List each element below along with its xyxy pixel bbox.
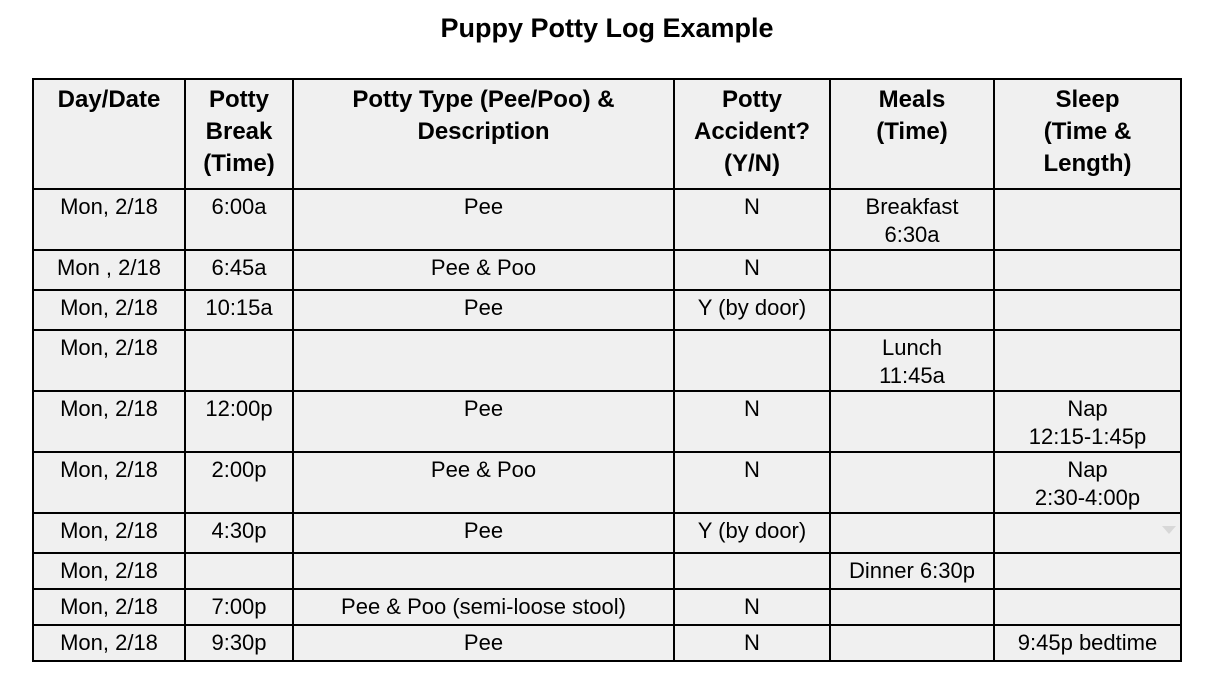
cell-meals[interactable]: Dinner 6:30p	[830, 553, 994, 589]
cell-potty-type[interactable]: Pee & Poo	[293, 452, 674, 513]
cell-sleep[interactable]	[994, 250, 1181, 290]
table-row	[33, 553, 1181, 589]
cell-day-date[interactable]: Mon, 2/18	[33, 589, 185, 625]
page-title: Puppy Potty Log Example	[440, 13, 774, 43]
cell-day-date[interactable]: Mon, 2/18	[33, 290, 185, 330]
cell-day-date[interactable]: Mon , 2/18	[33, 250, 185, 290]
header-meals: Meals (Time)	[830, 79, 994, 189]
cell-potty-accident[interactable]: N	[674, 452, 830, 513]
cell-meals[interactable]: Breakfast 6:30a	[830, 189, 994, 250]
cell-potty-break[interactable]: 7:00p	[185, 589, 293, 625]
cell-meals[interactable]	[830, 452, 994, 513]
cell-sleep[interactable]	[994, 189, 1181, 250]
cell-potty-type[interactable]: Pee	[293, 391, 674, 452]
cell-sleep[interactable]	[994, 553, 1181, 589]
cell-potty-accident[interactable]: Y (by door)	[674, 513, 830, 553]
cell-meals[interactable]	[830, 391, 994, 452]
cell-potty-type[interactable]	[293, 330, 674, 391]
cell-potty-accident[interactable]: N	[674, 391, 830, 452]
cell-day-date[interactable]: Mon, 2/18	[33, 189, 185, 250]
cell-day-date[interactable]: Mon, 2/18	[33, 391, 185, 452]
cell-potty-type[interactable]: Pee	[293, 513, 674, 553]
cell-potty-break[interactable]: 6:45a	[185, 250, 293, 290]
header-potty-break: Potty Break (Time)	[185, 79, 293, 189]
cell-potty-break[interactable]: 10:15a	[185, 290, 293, 330]
table-row	[33, 452, 1181, 513]
potty-log-table	[32, 78, 1182, 662]
cell-day-date[interactable]: Mon, 2/18	[33, 513, 185, 553]
cell-potty-accident[interactable]	[674, 330, 830, 391]
cell-potty-break[interactable]: 4:30p	[185, 513, 293, 553]
cell-potty-type[interactable]: Pee	[293, 290, 674, 330]
cell-potty-type[interactable]	[293, 553, 674, 589]
cell-potty-break[interactable]: 9:30p	[185, 625, 293, 661]
table-row	[33, 391, 1181, 452]
table-row	[33, 250, 1181, 290]
table-row	[33, 625, 1181, 661]
header-potty-accident: Potty Accident? (Y/N)	[674, 79, 830, 189]
cell-potty-accident[interactable]: N	[674, 250, 830, 290]
table-row	[33, 189, 1181, 250]
cell-potty-break[interactable]: 2:00p	[185, 452, 293, 513]
header-potty-type: Potty Type (Pee/Poo) & Description	[293, 79, 674, 189]
cell-day-date[interactable]: Mon, 2/18	[33, 330, 185, 391]
cell-potty-break[interactable]	[185, 330, 293, 391]
table-row	[33, 589, 1181, 625]
cell-potty-accident[interactable]: N	[674, 625, 830, 661]
cell-potty-accident[interactable]: N	[674, 189, 830, 250]
cell-potty-break[interactable]	[185, 553, 293, 589]
cell-day-date[interactable]: Mon, 2/18	[33, 553, 185, 589]
cell-potty-type[interactable]: Pee & Poo	[293, 250, 674, 290]
cell-sleep[interactable]: Nap 2:30-4:00p	[994, 452, 1181, 513]
cell-sleep[interactable]	[994, 290, 1181, 330]
table-row	[33, 330, 1181, 391]
cell-potty-accident[interactable]: N	[674, 589, 830, 625]
header-day-date: Day/Date	[33, 79, 185, 189]
cell-sleep[interactable]	[994, 330, 1181, 391]
cell-meals[interactable]	[830, 625, 994, 661]
cell-potty-break[interactable]: 6:00a	[185, 189, 293, 250]
cell-meals[interactable]: Lunch 11:45a	[830, 330, 994, 391]
cell-meals[interactable]	[830, 250, 994, 290]
cell-sleep[interactable]	[994, 513, 1181, 553]
cell-potty-accident[interactable]: Y (by door)	[674, 290, 830, 330]
cell-potty-type[interactable]: Pee	[293, 625, 674, 661]
table-row	[33, 513, 1181, 553]
cell-sleep[interactable]: Nap 12:15-1:45p	[994, 391, 1181, 452]
table-row	[33, 290, 1181, 330]
cell-potty-accident[interactable]	[674, 553, 830, 589]
cell-meals[interactable]	[830, 589, 994, 625]
chevron-down-icon[interactable]	[1162, 526, 1176, 534]
cell-sleep[interactable]	[994, 589, 1181, 625]
cell-sleep[interactable]: 9:45p bedtime	[994, 625, 1181, 661]
cell-potty-type[interactable]: Pee & Poo (semi-loose stool)	[293, 589, 674, 625]
cell-day-date[interactable]: Mon, 2/18	[33, 452, 185, 513]
cell-potty-break[interactable]: 12:00p	[185, 391, 293, 452]
cell-potty-type[interactable]: Pee	[293, 189, 674, 250]
header-row	[33, 79, 1181, 189]
cell-meals[interactable]	[830, 290, 994, 330]
cell-day-date[interactable]: Mon, 2/18	[33, 625, 185, 661]
header-sleep: Sleep (Time & Length)	[994, 79, 1181, 189]
cell-meals[interactable]	[830, 513, 994, 553]
